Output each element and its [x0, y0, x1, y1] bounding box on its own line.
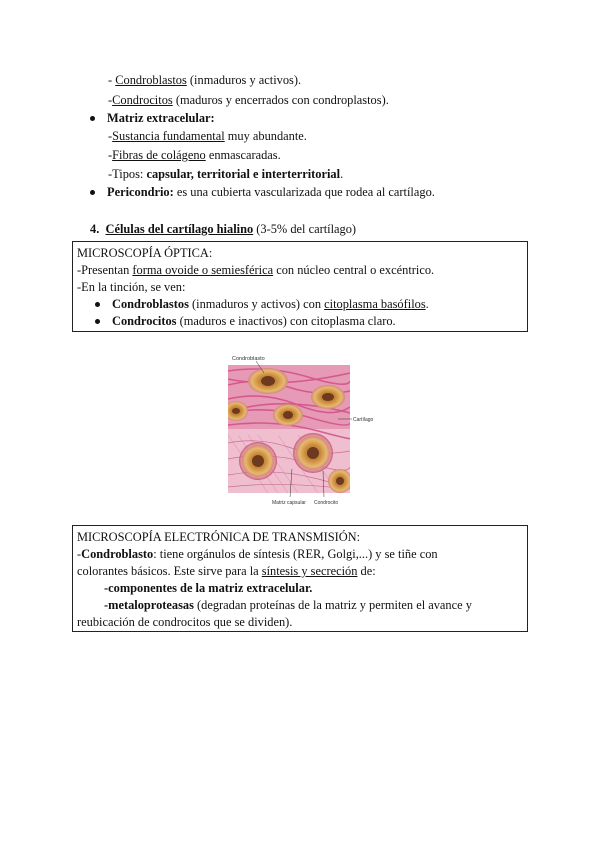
optica-box: [72, 241, 528, 332]
optica-title: MICROSCOPÍA ÓPTICA:: [77, 246, 213, 260]
matriz-item-2: -Fibras de colágeno enmascaradas.: [108, 148, 281, 162]
optica-line-1: -Presentan forma ovoide o semiesférica con núcleo central o excéntrico.: [77, 263, 435, 277]
electronica-box: [72, 525, 528, 632]
matriz-item-3: -Tipos: capsular, territorial e interterritorial.: [108, 167, 344, 181]
electronica-title: MICROSCOPÍA ELECTRÓNICA DE TRANSMISIÓN:: [77, 530, 361, 544]
optica-line-2: -En la tinción, se ven:: [77, 280, 186, 294]
electronica-line-1: -Condroblasto: tiene orgánulos de síntesis (RER, Golgi,...) y se tiñe con: [77, 547, 438, 561]
bullet-icon: [90, 190, 95, 195]
bullet-icon: [95, 319, 100, 324]
optica-bullet-2: Condrocitos (maduros e inactivos) con citoplasma claro.: [95, 314, 396, 329]
optica-bullet-1: Condroblastos (inmaduros y activos) con citoplasma basófilos.: [95, 297, 429, 312]
bullet-icon: [90, 116, 95, 121]
pericondrio-line: Pericondrio: es una cubierta vascularizada que rodea al cartílago.: [90, 185, 435, 200]
label-condroblasto: Condroblasto: [232, 356, 265, 362]
matriz-heading: Matriz extracelular:: [90, 111, 215, 126]
histology-illustration: [228, 351, 374, 507]
label-matriz-capsular: Matriz capsular: [272, 500, 306, 506]
condrocitos-line: -Condrocitos (maduros y encerrados con condroplastos).: [108, 93, 389, 107]
cartilage-histology-figure: [228, 351, 374, 507]
electronica-line-2: colorantes básicos. Este sirve para la síntesis y secreción de:: [77, 564, 376, 578]
electronica-line-3: -componentes de la matriz extracelular.: [104, 581, 313, 595]
electronica-line-4: -metaloproteasas (degradan proteínas de la matriz y permiten el avance y: [104, 598, 472, 612]
bullet-icon: [95, 302, 100, 307]
section-4-heading: 4. Células del cartílago hialino (3-5% del cartílago): [90, 222, 357, 236]
condroblastos-line: - Condroblastos (inmaduros y activos).: [108, 73, 302, 87]
matriz-item-1: -Sustancia fundamental muy abundante.: [108, 129, 307, 143]
label-condrocito: Condrocito: [314, 500, 339, 506]
electronica-line-5: reubicación de condrocitos que se dividen).: [77, 615, 293, 629]
label-cartilago: Cartílago: [353, 417, 374, 423]
